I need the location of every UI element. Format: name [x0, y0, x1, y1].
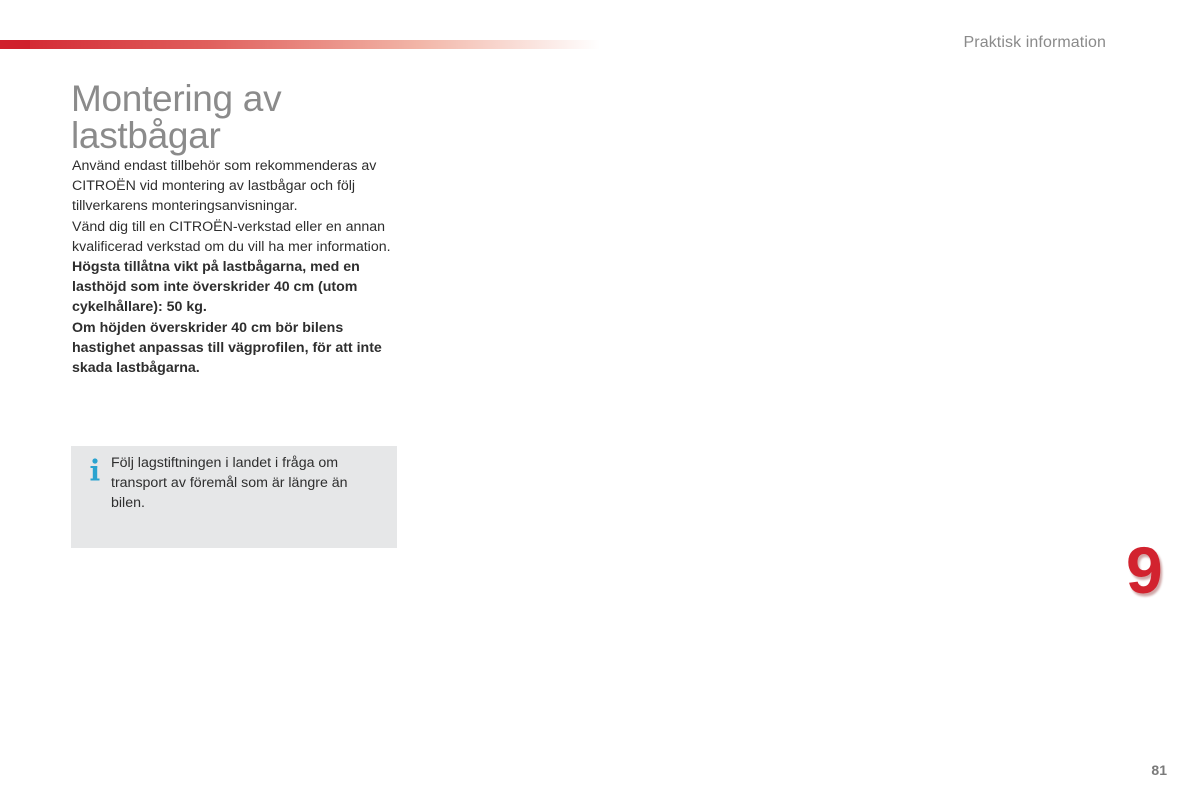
- chapter-number: 9: [1126, 533, 1163, 607]
- page-number: 81: [1151, 762, 1167, 778]
- paragraph-max-weight: Högsta tillåtna vikt på lastbågarna, med en lasthöjd som inte överskrider 40 cm (utom cykelhållare): 50 kg.: [72, 259, 360, 316]
- info-text: Följ lagstiftningen i landet i fråga om transport av föremål som är längre än bilen.: [111, 455, 348, 512]
- paragraph-speed-warning: Om höjden överskrider 40 cm bör bilens hastighet anpassas till vägprofilen, för att inte skada lastbågarna.: [72, 319, 382, 377]
- info-box: [71, 446, 397, 548]
- page-title: Montering av lastbågar: [71, 78, 282, 156]
- header-gradient-bar: [0, 40, 600, 49]
- body-text: [72, 156, 392, 378]
- header-bar-accent: [0, 40, 30, 49]
- section-label: Praktisk information: [963, 34, 1106, 51]
- paragraph-workshop: Vänd dig till en CITROËN-verkstad eller en annan kvalificerad verkstad om du vill ha mer information.: [72, 218, 391, 255]
- paragraph-accessories: Använd endast tillbehör som rekommenderas av CITROËN vid montering av lastbågar och följ tillverkarens monteringsanvisningar.: [72, 158, 377, 215]
- info-icon: [89, 458, 101, 482]
